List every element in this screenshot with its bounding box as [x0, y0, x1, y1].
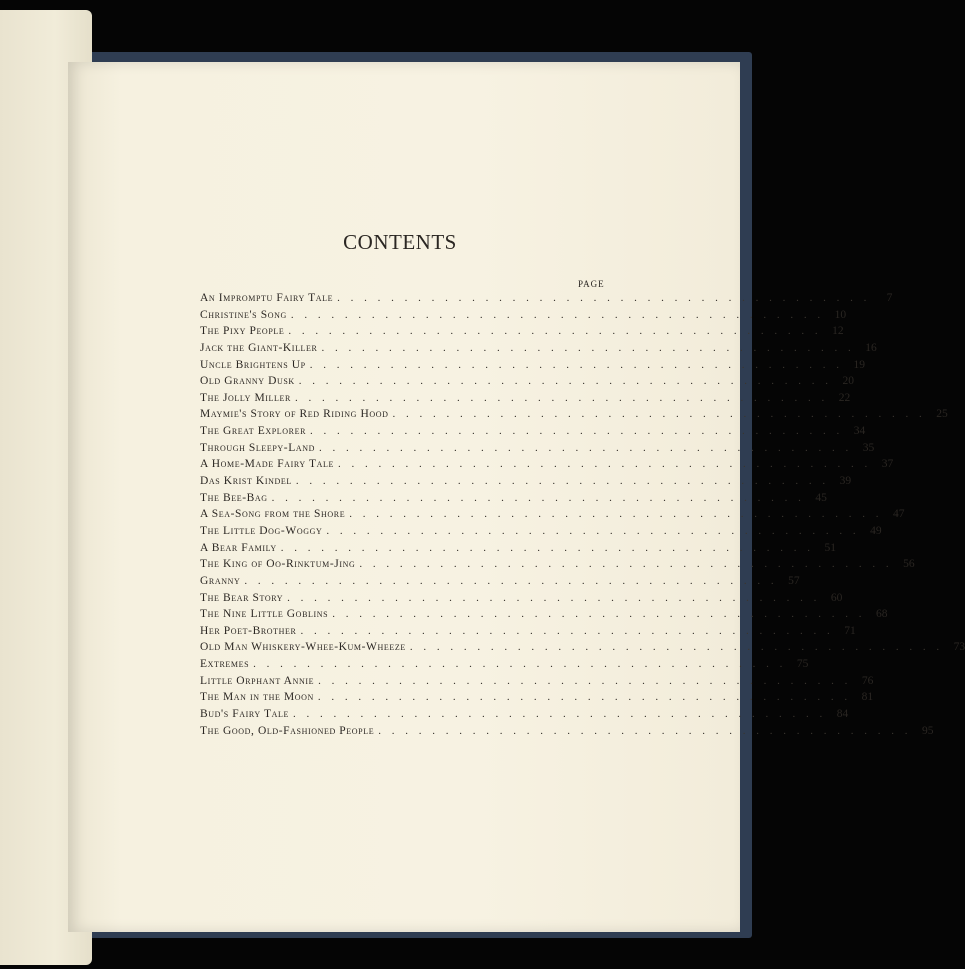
toc-entry-page: 51 [824, 541, 836, 554]
leader-dots: . . . . . . . . . . . . . . . . . . . . . . . . . . . . . . . . . . . . . . . . [337, 292, 871, 304]
toc-entry [200, 674, 874, 692]
toc-entry [200, 708, 849, 725]
toc-entry-title: A Sea-Song from the Shore [200, 508, 346, 521]
toc-entry-title: The Little Dog-Woggy [200, 524, 323, 537]
toc-entry [200, 325, 844, 342]
leader-dots: . . . . . . . . . . . . . . . . . . . . . . . . . . . . . . . . . . . . . . . . [321, 341, 855, 354]
toc-entry [200, 641, 965, 658]
page-title: CONTENTS [343, 230, 457, 254]
leader-dots: . . . . . . . . . . . . . . . . . . . . . . . . . . . . . . . . . . . . . . . . [359, 558, 893, 571]
leader-dots: . . . . . . . . . . . . . . . . . . . . . . . . . . . . . . . . . . . . . . . . [292, 708, 827, 721]
toc-entry [200, 341, 877, 359]
contents-list [200, 292, 965, 741]
leader-dots: . . . . . . . . . . . . . . . . . . . . . . . . . . . . . . . . . . . . . . . . [309, 358, 843, 371]
toc-entry-title: Old Man Whiskery-Whee-Kum-Wheeze [200, 641, 406, 654]
toc-entry-page: 22 [838, 391, 851, 404]
toc-entry-page: 16 [865, 341, 877, 354]
toc-entry [200, 475, 852, 492]
toc-entry [200, 624, 856, 642]
leader-dots: . . . . . . . . . . . . . . . . . . . . . . . . . . . . . . . . . . . . . . . . [295, 475, 830, 488]
toc-entry [200, 358, 865, 376]
toc-entry-title: Her Poet-Brother [200, 624, 297, 637]
toc-entry-title: Old Granny Dusk [200, 375, 295, 388]
toc-entry-page: 81 [861, 691, 874, 704]
leader-dots: . . . . . . . . . . . . . . . . . . . . . . . . . . . . . . . . . . . . . . . . [300, 624, 834, 637]
toc-entry-title: Bud's Fairy Tale [200, 708, 289, 721]
toc-entry [200, 441, 875, 459]
toc-entry-title: A Bear Family [200, 541, 277, 554]
toc-entry-page: 60 [830, 591, 843, 604]
toc-entry [200, 574, 800, 592]
leader-dots: . . . . . . . . . . . . . . . . . . . . . . . . . . . . . . . . . . . . . . . . [332, 608, 866, 621]
toc-entry [200, 658, 809, 675]
toc-entry-title: The Good, Old-Fashioned People [200, 724, 375, 737]
page-column-label: PAGE [578, 279, 605, 289]
leader-dots: . . . . . . . . . . . . . . . . . . . . . . . . . . . . . . . . . . . . . . . . [294, 391, 829, 404]
toc-entry-title: Christine's Song [200, 308, 287, 321]
toc-entry [200, 308, 847, 326]
toc-entry-page: 75 [796, 658, 809, 671]
toc-entry-page: 95 [921, 724, 934, 737]
toc-entry-page: 49 [870, 524, 882, 537]
leader-dots: . . . . . . . . . . . . . . . . . . . . . . . . . . . . . . . . . . . . . . . . [318, 674, 852, 687]
toc-entry-title: Das Krist Kindel [200, 475, 292, 488]
toc-entry-page: 84 [836, 708, 849, 721]
toc-entry [200, 491, 827, 509]
toc-entry-page: 10 [834, 308, 847, 321]
leader-dots: . . . . . . . . . . . . . . . . . . . . . . . . . . . . . . . . . . . . . . . . [326, 524, 860, 537]
toc-entry-title: The Bee-Bag [200, 491, 268, 504]
toc-entry-page: 73 [953, 641, 965, 654]
toc-entry-page: 25 [936, 408, 948, 421]
toc-entry-title: Uncle Brightens Up [200, 358, 306, 371]
leader-dots: . . . . . . . . . . . . . . . . . . . . . . . . . . . . . . . . . . . . . . . . [310, 425, 844, 438]
leader-dots: . . . . . . . . . . . . . . . . . . . . . . . . . . . . . . . . . . . . . . . . [319, 441, 853, 454]
toc-entry [200, 408, 948, 425]
toc-entry-page: 37 [881, 458, 894, 471]
toc-entry-title: An Impromptu Fairy Tale [200, 292, 334, 304]
toc-entry-page: 35 [862, 441, 875, 454]
toc-entry-title: Maymie's Story of Red Riding Hood [200, 408, 389, 421]
toc-entry-page: 45 [815, 491, 827, 504]
toc-entry [200, 608, 888, 625]
toc-entry [200, 541, 836, 559]
toc-entry [200, 425, 866, 442]
leader-dots: . . . . . . . . . . . . . . . . . . . . . . . . . . . . . . . . . . . . . . . . [271, 491, 805, 504]
leader-dots: . . . . . . . . . . . . . . . . . . . . . . . . . . . . . . . . . . . . . . . . [337, 458, 872, 471]
leader-dots: . . . . . . . . . . . . . . . . . . . . . . . . . . . . . . . . . . . . . . . . [409, 641, 944, 654]
toc-entry-page: 57 [788, 574, 800, 587]
toc-entry-page: 7 [886, 292, 893, 304]
toc-entry [200, 292, 893, 309]
leader-dots: . . . . . . . . . . . . . . . . . . . . . . . . . . . . . . . . . . . . . . . . [287, 591, 821, 604]
toc-entry-title: The Man in the Moon [200, 691, 314, 704]
toc-entry [200, 558, 915, 575]
toc-entry-page: 47 [892, 508, 905, 521]
toc-entry-title: Extremes [200, 658, 250, 671]
leader-dots: . . . . . . . . . . . . . . . . . . . . . . . . . . . . . . . . . . . . . . . . [288, 325, 822, 338]
toc-entry-title: The King of Oo-Rinktum-Jing [200, 558, 356, 571]
toc-entry-page: 56 [903, 558, 915, 571]
toc-entry [200, 391, 851, 409]
toc-entry-title: Jack the Giant-Killer [200, 341, 318, 354]
toc-entry-page: 71 [844, 624, 856, 637]
toc-entry [200, 591, 843, 609]
toc-entry-title: The Bear Story [200, 591, 284, 604]
toc-entry [200, 508, 905, 525]
leader-dots: . . . . . . . . . . . . . . . . . . . . . . . . . . . . . . . . . . . . . . . . [392, 408, 926, 421]
toc-entry-title: A Home-Made Fairy Tale [200, 458, 334, 471]
toc-entry-title: Granny [200, 574, 241, 587]
toc-entry [200, 524, 882, 542]
leader-dots: . . . . . . . . . . . . . . . . . . . . . . . . . . . . . . . . . . . . . . . . [317, 691, 852, 704]
leader-dots: . . . . . . . . . . . . . . . . . . . . . . . . . . . . . . . . . . . . . . . . [280, 541, 814, 554]
toc-entry-title: The Great Explorer [200, 425, 307, 438]
toc-entry-title: The Pixy People [200, 325, 285, 338]
toc-entry-title: The Nine Little Goblins [200, 608, 329, 621]
leader-dots: . . . . . . . . . . . . . . . . . . . . . . . . . . . . . . . . . . . . . . . . [290, 308, 825, 321]
toc-entry-page: 20 [842, 375, 855, 388]
toc-entry-title: Little Orphant Annie [200, 674, 315, 687]
toc-entry-page: 12 [832, 325, 844, 338]
toc-entry-page: 19 [853, 358, 865, 371]
leader-dots: . . . . . . . . . . . . . . . . . . . . . . . . . . . . . . . . . . . . . . . . [378, 724, 912, 737]
toc-entry-title: Through Sleepy-Land [200, 441, 315, 454]
toc-entry-title: The Jolly Miller [200, 391, 291, 404]
toc-entry [200, 724, 934, 742]
leader-dots: . . . . . . . . . . . . . . . . . . . . . . . . . . . . . . . . . . . . . . . . [253, 658, 787, 671]
toc-entry-page: 68 [875, 608, 888, 621]
toc-entry-page: 76 [861, 674, 874, 687]
leader-dots: . . . . . . . . . . . . . . . . . . . . . . . . . . . . . . . . . . . . . . . . [298, 375, 833, 388]
leader-dots: . . . . . . . . . . . . . . . . . . . . . . . . . . . . . . . . . . . . . . . . [349, 508, 883, 521]
toc-entry-page: 39 [839, 475, 852, 488]
toc-entry [200, 691, 874, 708]
leader-dots: . . . . . . . . . . . . . . . . . . . . . . . . . . . . . . . . . . . . . . . . [244, 574, 778, 587]
toc-entry [200, 458, 894, 475]
toc-entry [200, 375, 855, 392]
toc-entry-page: 34 [853, 425, 866, 438]
